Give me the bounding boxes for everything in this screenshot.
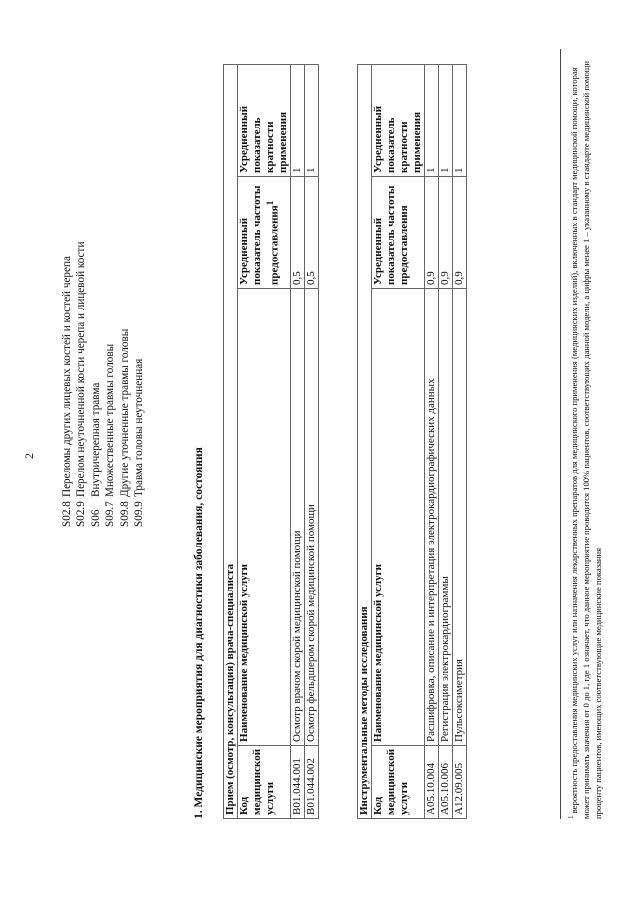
diagnosis-name: Внутричерепная травма [89, 382, 102, 497]
diagnosis-list [60, 242, 146, 527]
multiplicity-value: 1 [291, 64, 305, 176]
frequency-value: 0,9 [453, 176, 467, 288]
section-title: 1. Медицинские мероприятия для диагностики заболевания, состояния [193, 447, 205, 819]
table-row [425, 64, 439, 818]
multiplicity-value: 1 [439, 64, 453, 176]
diagnosis-code: S02.9 [75, 501, 88, 527]
service-code: B01.044.002 [305, 745, 319, 818]
diagnosis-item [60, 242, 74, 527]
table-subtitle: Инструментальные методы исследования [358, 64, 372, 818]
header-name: Наименование медицинской услуги [372, 288, 425, 745]
frequency-value: 0,9 [439, 176, 453, 288]
multiplicity-value: 1 [305, 64, 319, 176]
diagnosis-item [132, 242, 146, 527]
service-code: A12.09.005 [453, 745, 467, 818]
diagnosis-code: S09.9 [133, 501, 146, 527]
frequency-value: 0,5 [305, 176, 319, 288]
footnote-ref: 1 [265, 200, 275, 206]
footnote [560, 49, 604, 819]
footnote-text: вероятность предоставления медицинских услуг или назначения лекарственных препаратов для медицинского применения (медицинских изделий), включенных в стандарт медицинской помощи, которая может принимать значения от 0 до 1, где 1 означает, что данное мероприятие проводится 100% пациентов, соответствующих данной модели, а цифры менее 1 – указанному в стандарте медицинской помощи проценту пациентов, имеющих соответствующие медицинские показания [568, 60, 603, 819]
header-name: Наименование медицинской услуги [238, 288, 291, 745]
table-row [439, 64, 453, 818]
frequency-value: 0,5 [291, 176, 305, 288]
service-code: A05.10.004 [425, 745, 439, 818]
service-code: A05.10.006 [439, 745, 453, 818]
instrumental-table [357, 64, 467, 819]
diagnosis-item [118, 242, 132, 527]
header-frequency-text: Усредненный показатель частоты предоставления [238, 185, 281, 285]
service-name: Расшифровка, описание и интерпретация электрокардиографических данных [425, 288, 439, 745]
diagnosis-name: Другие уточненные травмы головы [118, 328, 131, 497]
header-frequency [238, 176, 291, 288]
table-row [453, 64, 467, 818]
table-subtitle: Прием (осмотр, консультация) врача-специалиста [224, 64, 238, 818]
diagnosis-name: Травма головы неуточненная [133, 358, 146, 497]
header-multiplicity: Усредненный показатель кратности применения [238, 64, 291, 176]
diagnosis-code: S02.8 [61, 501, 73, 527]
header-code: Код медицинской услуги [372, 745, 425, 818]
diagnosis-code: S09.8 [118, 501, 131, 527]
table-row [305, 64, 319, 818]
footnote-marker: 1 [567, 815, 575, 819]
multiplicity-value: 1 [425, 64, 439, 176]
service-name: Регистрация электрокардиограммы [439, 288, 453, 745]
header-code: Код медицинской услуги [238, 745, 291, 818]
frequency-value: 0,9 [425, 176, 439, 288]
multiplicity-value: 1 [453, 64, 467, 176]
diagnosis-item [74, 242, 88, 527]
table-row [291, 64, 305, 818]
diagnosis-name: Множественные травмы головы [104, 343, 117, 497]
header-frequency: Усредненный показатель частоты предоставления [372, 176, 425, 288]
header-multiplicity: Усредненный показатель кратности применения [372, 64, 425, 176]
service-name: Пульсоксиметрия [453, 288, 467, 745]
diagnosis-item [103, 242, 117, 527]
diagnosis-item [89, 242, 103, 527]
page-number: 2 [22, 453, 36, 459]
service-code: B01.044.001 [291, 745, 305, 818]
consultation-table [223, 64, 319, 819]
diagnosis-name: Перелом неуточненной кости черепа и лицевой кости [75, 241, 88, 497]
diagnosis-code: S06 [89, 509, 102, 527]
service-name: Осмотр врачом скорой медицинской помощи [291, 288, 305, 745]
diagnosis-code: S09.7 [104, 501, 117, 527]
service-name: Осмотр фельдшером скорой медицинской помощи [305, 288, 319, 745]
diagnosis-name: Переломы других лицевых костей и костей черепа [61, 256, 73, 497]
